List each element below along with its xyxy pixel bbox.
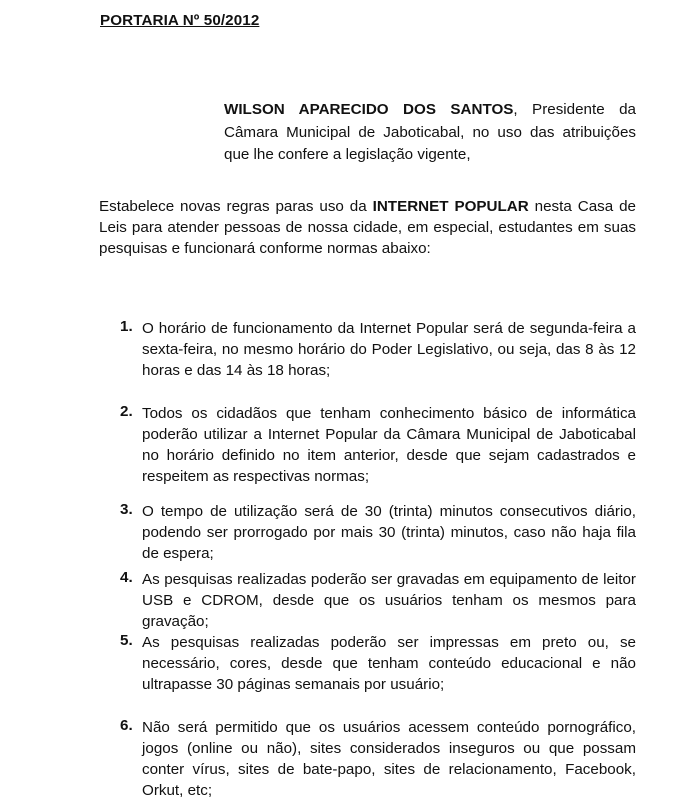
intro-text-after: nesta Casa de Leis para atender pessoas de nossa cidade, em especial, estudantes em suas pesquisas e funcionará conforme normas abaixo:: [99, 198, 636, 257]
item-number: 1.: [120, 318, 133, 335]
item-text: O horário de funcionamento da Internet Popular será de segunda-feira a sexta-feira, no mesmo horário do Poder Legislativo, ou seja, das 8 às 12 horas e das 14 às 18 horas;: [142, 320, 636, 379]
item-number: 3.: [120, 501, 133, 518]
item-number: 6.: [120, 717, 133, 734]
intro-paragraph: [99, 196, 636, 259]
item-text: As pesquisas realizadas poderão ser impressas em preto ou, se necessário, cores, desde que tenham conteúdo educacional e não ultrapasse 30 páginas semanais por usuário;: [142, 634, 636, 693]
item-number: 5.: [120, 632, 133, 649]
preamble-text: , Presidente da Câmara Municipal de Jaboticabal, no uso das atribuições que lhe confere a legislação vigente,: [224, 101, 636, 163]
president-name: WILSON APARECIDO DOS SANTOS: [224, 101, 514, 118]
item-text: O tempo de utilização será de 30 (trinta) minutos consecutivos diário, podendo ser prorrogado por mais 30 (trinta) minutos, caso não haja fila de espera;: [142, 503, 636, 562]
document-title: PORTARIA Nº 50/2012: [100, 12, 260, 29]
intro-highlight: INTERNET POPULAR: [372, 198, 529, 215]
item-text: As pesquisas realizadas poderão ser gravadas em equipamento de leitor USB e CDROM, desde que os usuários tenham os mesmos para gravação;: [142, 571, 636, 630]
item-number: 2.: [120, 403, 133, 420]
item-text: Não será permitido que os usuários acessem conteúdo pornográfico, jogos (online ou não), sites considerados inseguros ou que possam conter vírus, sites de bate-papo, sites de relacionamento, Facebook, Orkut, etc;: [142, 719, 636, 799]
item-text: Todos os cidadãos que tenham conhecimento básico de informática poderão utilizar a Internet Popular da Câmara Municipal de Jaboticabal no horário definido no item anterior, desde que sejam cadastrados e respeitem as respectivas normas;: [142, 405, 636, 485]
intro-text-before: Estabelece novas regras paras uso da: [99, 198, 373, 215]
item-number: 4.: [120, 569, 133, 586]
preamble-paragraph: [224, 99, 636, 167]
